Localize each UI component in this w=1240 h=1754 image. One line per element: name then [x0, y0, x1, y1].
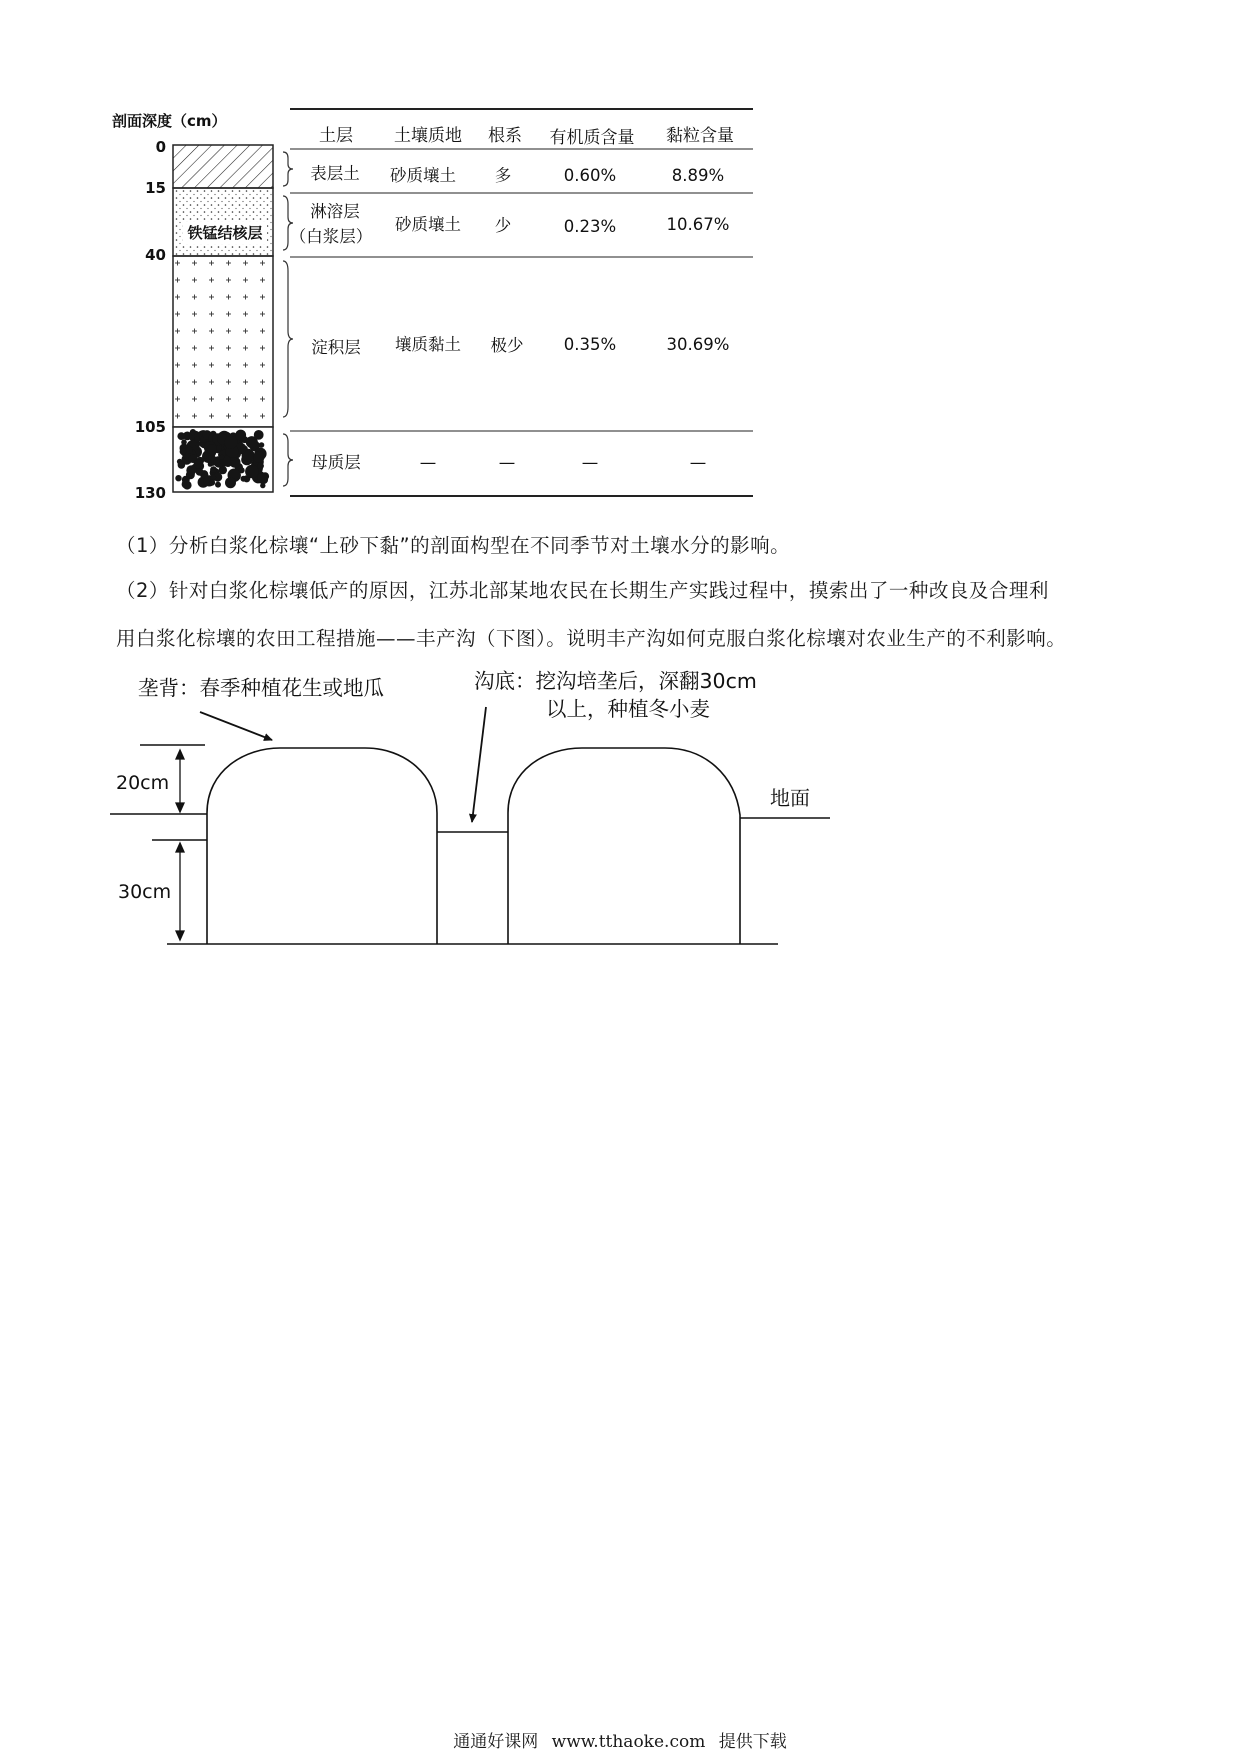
depth-tick-15: 15 [145, 179, 166, 197]
cell-roots: 多 [494, 166, 512, 185]
cell-clay: 10.67% [666, 215, 730, 234]
ground-label: 地面 [770, 786, 810, 810]
question-1: （1）分析白浆化棕壤“上砂下黏”的剖面构型在不同季节对土壤水分的影响。 [116, 534, 791, 557]
ditch-label-line-1: 沟底：挖沟培垄后，深翻30cm [474, 669, 757, 693]
cell-layer-note: （白浆层） [289, 227, 373, 246]
question-2-line-2: 用白浆化棕壤的农田工程措施——丰产沟（下图）。说明丰产沟如何克服白浆化棕壤对农业生产的不利影响。 [116, 627, 1067, 650]
cell-texture: — [419, 453, 437, 472]
cell-organic: 0.60% [563, 166, 617, 185]
cell-texture: 壤质黏土 [395, 335, 461, 354]
cell-texture: 砂质壤土 [395, 215, 461, 234]
ridge-label: 垄背：春季种植花生或地瓜 [138, 676, 384, 700]
dimension-30cm-arrow [176, 843, 184, 940]
cell-organic: 0.23% [563, 217, 617, 236]
ridge-pointer-arrow [200, 712, 272, 740]
header-clay: 黏粒含量 [666, 126, 734, 146]
cell-texture: 砂质壤土 [390, 166, 456, 185]
cell-organic: 0.35% [563, 335, 617, 354]
ditch-pointer-arrow [472, 707, 486, 822]
question-2-line-1: （2）针对白浆化棕壤低产的原因，江苏北部某地农民在长期生产实践过程中，摸索出了一种改良及合理利 [116, 579, 1049, 602]
footer-suffix: 提供下载 [718, 1732, 787, 1752]
header-organic: 有机质含量 [549, 128, 635, 148]
depth-tick-105: 105 [134, 418, 166, 436]
dimension-20cm-label: 20cm [116, 772, 170, 794]
cell-organic: — [581, 453, 599, 472]
cell-clay: 8.89% [671, 166, 725, 185]
depth-tick-0: 0 [155, 138, 166, 156]
dimension-30cm-label: 30cm [118, 881, 172, 903]
cell-roots: 极少 [490, 336, 524, 355]
cell-layer: 母质层 [311, 453, 361, 472]
page-footer [0, 1727, 1240, 1752]
ditch-label-line-2: 以上，种植冬小麦 [546, 697, 710, 721]
cell-layer: 淀积层 [311, 338, 361, 357]
cell-layer: 表层土 [310, 164, 360, 183]
cell-clay: 30.69% [666, 335, 730, 354]
cell-roots: — [498, 453, 516, 472]
cell-roots: 少 [494, 216, 512, 235]
depth-tick-40: 40 [145, 246, 166, 264]
cell-layer: 淋溶层 [310, 202, 360, 221]
right-ridge [508, 748, 740, 944]
cell-clay: — [689, 453, 707, 472]
left-ridge [207, 748, 437, 944]
depth-tick-130: 130 [134, 484, 166, 502]
footer-url[interactable]: www.tthaoke.com [551, 1732, 706, 1752]
illuviation-label: 铁锰结核层 [187, 224, 263, 242]
depth-axis-label: 剖面深度（cm） [112, 112, 227, 130]
header-layer: 土层 [319, 126, 353, 146]
footer-site-name: 通通好课网 [453, 1732, 539, 1752]
header-texture: 土壤质地 [394, 126, 462, 146]
header-roots: 根系 [488, 126, 522, 146]
dimension-20cm-arrow [176, 750, 184, 812]
